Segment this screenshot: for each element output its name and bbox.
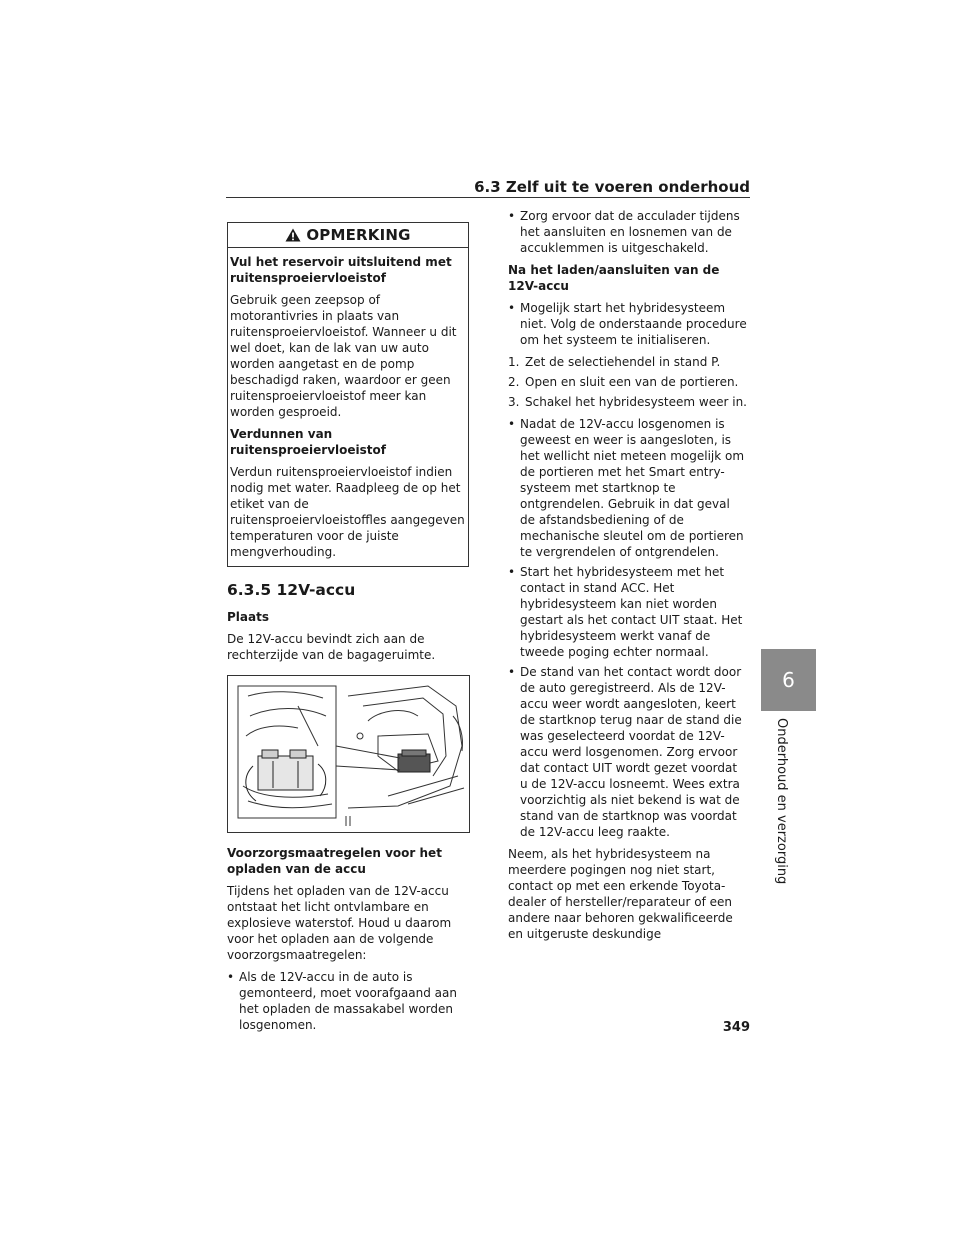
list-item: • Start het hybridesysteem met het contact in stand ACC. Het hybridesysteem kan niet worden gestart als het contact UIT staat. Het hybridesysteem werkt vanaf de tweede poging echter normaal.: [508, 564, 748, 660]
after-charging-heading: Na het laden/aansluiten van de 12V-accu: [508, 263, 720, 293]
section-header-title: 6.3 Zelf uit te voeren onderhoud: [474, 178, 750, 196]
step-item: 2. Open en sluit een van de portieren.: [508, 375, 739, 389]
section-title: 6.3.5 12V-accu: [227, 581, 356, 599]
notice-subheading: Vul het reservoir uitsluitend met ruitensproeiervloeistof: [230, 255, 452, 285]
header-rule: [226, 197, 750, 198]
location-text: De 12V-accu bevindt zich aan de rechterzijde van de bagageruimte.: [227, 632, 436, 662]
chapter-tab[interactable]: [761, 649, 816, 711]
chapter-number: 6: [782, 668, 795, 692]
list-item: • Zorg ervoor dat de acculader tijdens het aansluiten en losnemen van de accuklemmen is uitgeschakeld.: [508, 208, 748, 256]
list-item: • Mogelijk start het hybridesysteem niet. Volg de onderstaande procedure om het systeem te initialiseren.: [508, 300, 748, 348]
precautions-list-continued: [508, 208, 748, 256]
notice-subheading: Verdunnen van ruitensproeiervloeistof: [230, 427, 386, 457]
list-item: • Nadat de 12V-accu losgenomen is geweest en weer is aangesloten, is het wellicht niet meteen mogelijk om de portieren met het Smart entry-systeem met startknop te ontgrendelen. Gebruik in dat geval de afstandsbediening of de mechanische sleutel om de portieren te vergrendelen of ontgrendelen.: [508, 416, 748, 560]
notice-box: [227, 222, 469, 567]
notice-header: [228, 223, 468, 248]
page-number: 349: [722, 1020, 750, 1035]
step-item: 1. Zet de selectiehendel in stand P.: [508, 355, 721, 369]
after-charging-notes: [508, 416, 748, 840]
precautions-heading: Voorzorgsmaatregelen voor het opladen van de accu: [227, 846, 442, 876]
closing-text: Neem, als het hybridesysteem na meerdere pogingen nog niet start, contact op met een erkende Toyota-dealer of hersteller/reparateur of een andere naar behoren gekwalificeerde en uitgeruste deskundige: [508, 847, 733, 941]
list-item: • Als de 12V-accu in de auto is gemonteerd, moet voorafgaand aan het opladen de massakabel worden losgenomen.: [227, 969, 469, 1033]
battery-location-illustration: [227, 675, 470, 833]
notice-text: Verdun ruitensproeiervloeistof indien nodig met water. Raadpleeg de op het etiket van de ruitensproeiervloeistoffles aangegeven temperaturen voor de juiste mengverhouding.: [230, 465, 465, 559]
warning-triangle-icon: [285, 228, 301, 242]
left-column: [227, 222, 469, 1039]
right-column: [508, 208, 748, 948]
initialization-steps: [508, 354, 748, 410]
notice-title: OPMERKING: [306, 226, 411, 244]
list-item: • De stand van het contact wordt door de auto geregistreerd. Als de 12V-accu weer wordt aangesloten, keert de startknop terug naar de stand die was geselecteerd voordat de 12V-accu werd losgenomen. Zorg ervoor dat contact UIT wordt gezet voordat u de 12V-accu losneemt. Wees extra voorzichtig als niet bekend is wat de stand van de startknop was voordat de 12V-accu leeg raakte.: [508, 664, 748, 840]
notice-text: Gebruik geen zeepsop of motorantivries in plaats van ruitensproeiervloeistof. Wanneer u dit wel doet, kan de lak van uw auto worden aangetast en de pomp beschadigd raken, waardoor er geen ruitensproeiervloeistof meer kan worden gesproeid.: [230, 293, 457, 419]
notice-body: [228, 248, 468, 566]
precautions-text: Tijdens het opladen van de 12V-accu ontstaat het licht ontvlambare en explosieve waterstof. Houd u daarom voor het opladen aan de volgende voorzorgsmaatregelen:: [227, 884, 452, 962]
after-charging-list: [508, 300, 748, 348]
location-heading: Plaats: [227, 610, 269, 624]
step-item: 3. Schakel het hybridesysteem weer in.: [508, 395, 747, 409]
chapter-label: Onderhoud en verzorging: [774, 718, 789, 885]
precautions-list: [227, 969, 469, 1033]
